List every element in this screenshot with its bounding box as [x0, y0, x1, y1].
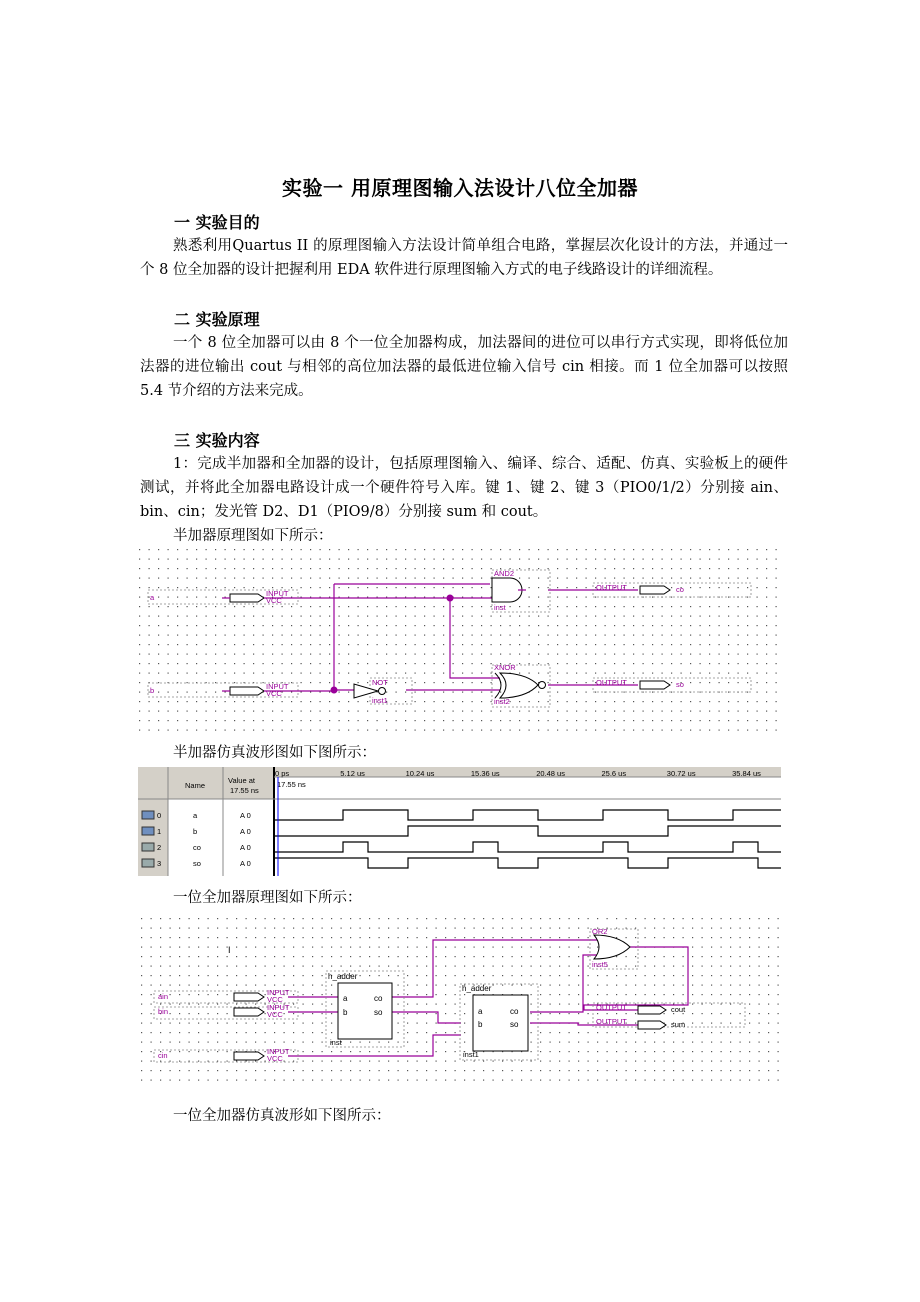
full-output-sum-label: sum [671, 1020, 686, 1029]
half-output-co-label: co [676, 585, 684, 594]
pin-input-label: INPUT [267, 1003, 290, 1012]
time-tick-label: 5.12 us [340, 769, 365, 778]
pin-direction-icon [142, 859, 154, 867]
wave-header-value-time: 17.55 ns [230, 786, 259, 795]
tick-mark: I [228, 945, 231, 955]
signal-name: co [193, 843, 201, 852]
full-input-cin-label: cin [158, 1051, 168, 1060]
caption-half-adder-wave: 半加器仿真波形图如下图所示： [173, 745, 376, 761]
caption-half-adder-schematic: 半加器原理图如下所示： [173, 528, 333, 544]
h-adder-2-title: h_adder [462, 984, 492, 993]
input-pin-cin [234, 1052, 264, 1060]
h-adder-1-port-a: a [343, 994, 348, 1003]
half-input-b-label: b [150, 686, 155, 695]
output-pin-sum [638, 1021, 666, 1029]
signal-index: 2 [157, 843, 162, 852]
full-input-bin-label: bin [158, 1007, 169, 1016]
pin-direction-icon [142, 811, 154, 819]
pin-output-label: OUTPUT [596, 1017, 627, 1026]
input-pin-ain [234, 993, 264, 1001]
or-gate-inst: inst5 [592, 960, 608, 969]
output-pin-co [640, 586, 670, 594]
wave-cursor-label: 17.55 ns [277, 780, 306, 789]
time-tick-label: 30.72 us [666, 769, 696, 778]
time-tick-label: 0 ps [275, 769, 290, 778]
half-adder-waveform [138, 767, 781, 876]
signal-value: A 0 [240, 843, 251, 852]
time-tick-label: 10.24 us [405, 769, 435, 778]
section-heading-principle: 二 实验原理 [174, 310, 260, 329]
h-adder-1-port-b: b [343, 1008, 348, 1017]
pin-direction-icon [142, 843, 154, 851]
full-adder-schematic [138, 915, 780, 1087]
half-output-so-label: so [676, 680, 684, 689]
xnor-gate-inst: inst2 [494, 697, 510, 706]
signal-name: a [193, 811, 198, 820]
junction-dot [447, 595, 454, 602]
caption-full-adder-schematic: 一位全加器原理图如下所示： [173, 890, 362, 906]
time-tick-label: 15.36 us [470, 769, 500, 778]
caption-full-adder-wave: 一位全加器仿真波形如下图所示： [173, 1108, 391, 1124]
wave-header-value: Value at [228, 776, 255, 785]
time-tick-label: 35.84 us [732, 769, 761, 778]
signal-index: 0 [157, 811, 162, 820]
section-heading-content: 三 实验内容 [174, 431, 260, 450]
signal-name: so [193, 859, 201, 868]
pin-vcc-label: VCC [266, 596, 282, 605]
h-adder-1-inst: inst [330, 1038, 342, 1047]
or-gate-type: OR2 [592, 927, 608, 936]
paragraph-principle: 一个 8 位全加器可以由 8 个一位全加器构成，加法器间的进位可以串行方式实现，即将低位加法器的进位输出 cout 与相邻的高位加法器的最低进位输入信号 cin 相接。而 1 位全加器可以按照 5.4 节介绍的方法来完成。 [140, 335, 788, 399]
not-gate-inst: inst1 [372, 696, 388, 705]
pin-output-label: OUTPUT [596, 583, 627, 592]
time-tick-label: 20.48 us [536, 769, 565, 778]
and-gate-type: AND2 [494, 569, 515, 578]
pin-vcc-label: VCC [266, 689, 282, 698]
full-input-ain-label: ain [158, 992, 169, 1001]
and-gate [492, 578, 522, 602]
h-adder-2-port-co: co [510, 1007, 519, 1016]
pin-output-label: OUTPUT [596, 678, 627, 687]
wave-header-name: Name [185, 781, 206, 790]
paragraph-purpose: 熟悉利用Quartus II 的原理图输入方法设计简单组合电路，掌握层次化设计的方法，并通过一个 8 位全加器的设计把握利用 EDA 软件进行原理图输入方式的电子线路设计的详细流程。 [140, 238, 788, 278]
pin-input-label: INPUT [267, 1047, 290, 1056]
signal-index: 3 [157, 859, 162, 868]
input-pin-bin [234, 1008, 264, 1016]
pin-input-label: INPUT [267, 988, 290, 997]
full-output-cout-label: cout [671, 1005, 686, 1014]
h-adder-2-port-so: so [510, 1020, 519, 1029]
signal-value: A 0 [240, 827, 251, 836]
h-adder-1-port-co: co [374, 994, 383, 1003]
section-heading-purpose: 一 实验目的 [174, 213, 260, 232]
signal-value: A 0 [240, 811, 251, 820]
h-adder-2-port-b: b [478, 1020, 483, 1029]
pin-input-label: INPUT [266, 682, 289, 691]
pin-vcc-label: VCC [267, 1054, 283, 1063]
half-adder-schematic [138, 548, 780, 732]
time-tick-label: 25.6 us [601, 769, 627, 778]
half-input-a-label: a [150, 593, 155, 602]
not-gate-type: NOT [372, 678, 388, 687]
h-adder-1-title: h_adder [328, 972, 358, 981]
signal-index: 1 [157, 827, 162, 836]
h-adder-1-port-so: so [374, 1008, 383, 1017]
junction-dot [331, 687, 338, 694]
output-pin-so [640, 681, 670, 689]
pin-vcc-label: VCC [267, 1010, 283, 1019]
h-adder-2-port-a: a [478, 1007, 483, 1016]
page-title: 实验一 用原理图输入法设计八位全加器 [282, 176, 638, 200]
input-pin-a [230, 594, 264, 602]
signal-value: A 0 [240, 859, 251, 868]
pin-input-label: INPUT [266, 589, 289, 598]
pin-output-label: OUTPUT [596, 1003, 627, 1012]
output-pin-cout [638, 1006, 666, 1014]
pin-direction-icon [142, 827, 154, 835]
signal-name: b [193, 827, 198, 836]
xnor-gate-type: XNOR [494, 663, 516, 672]
input-pin-b [230, 687, 264, 695]
h-adder-2-inst: inst1 [463, 1050, 479, 1059]
pin-vcc-label: VCC [267, 995, 283, 1004]
and-gate-inst: inst [494, 603, 506, 612]
paragraph-content: 1：完成半加器和全加器的设计，包括原理图输入、编译、综合、适配、仿真、实验板上的硬件测试，并将此全加器电路设计成一个硬件符号入库。键 1、键 2、键 3（PIO0/1/2）分别接 ain、bin、cin；发光管 D2、D1（PIO9/8）分别接 sum 和 cout。 [140, 456, 788, 520]
